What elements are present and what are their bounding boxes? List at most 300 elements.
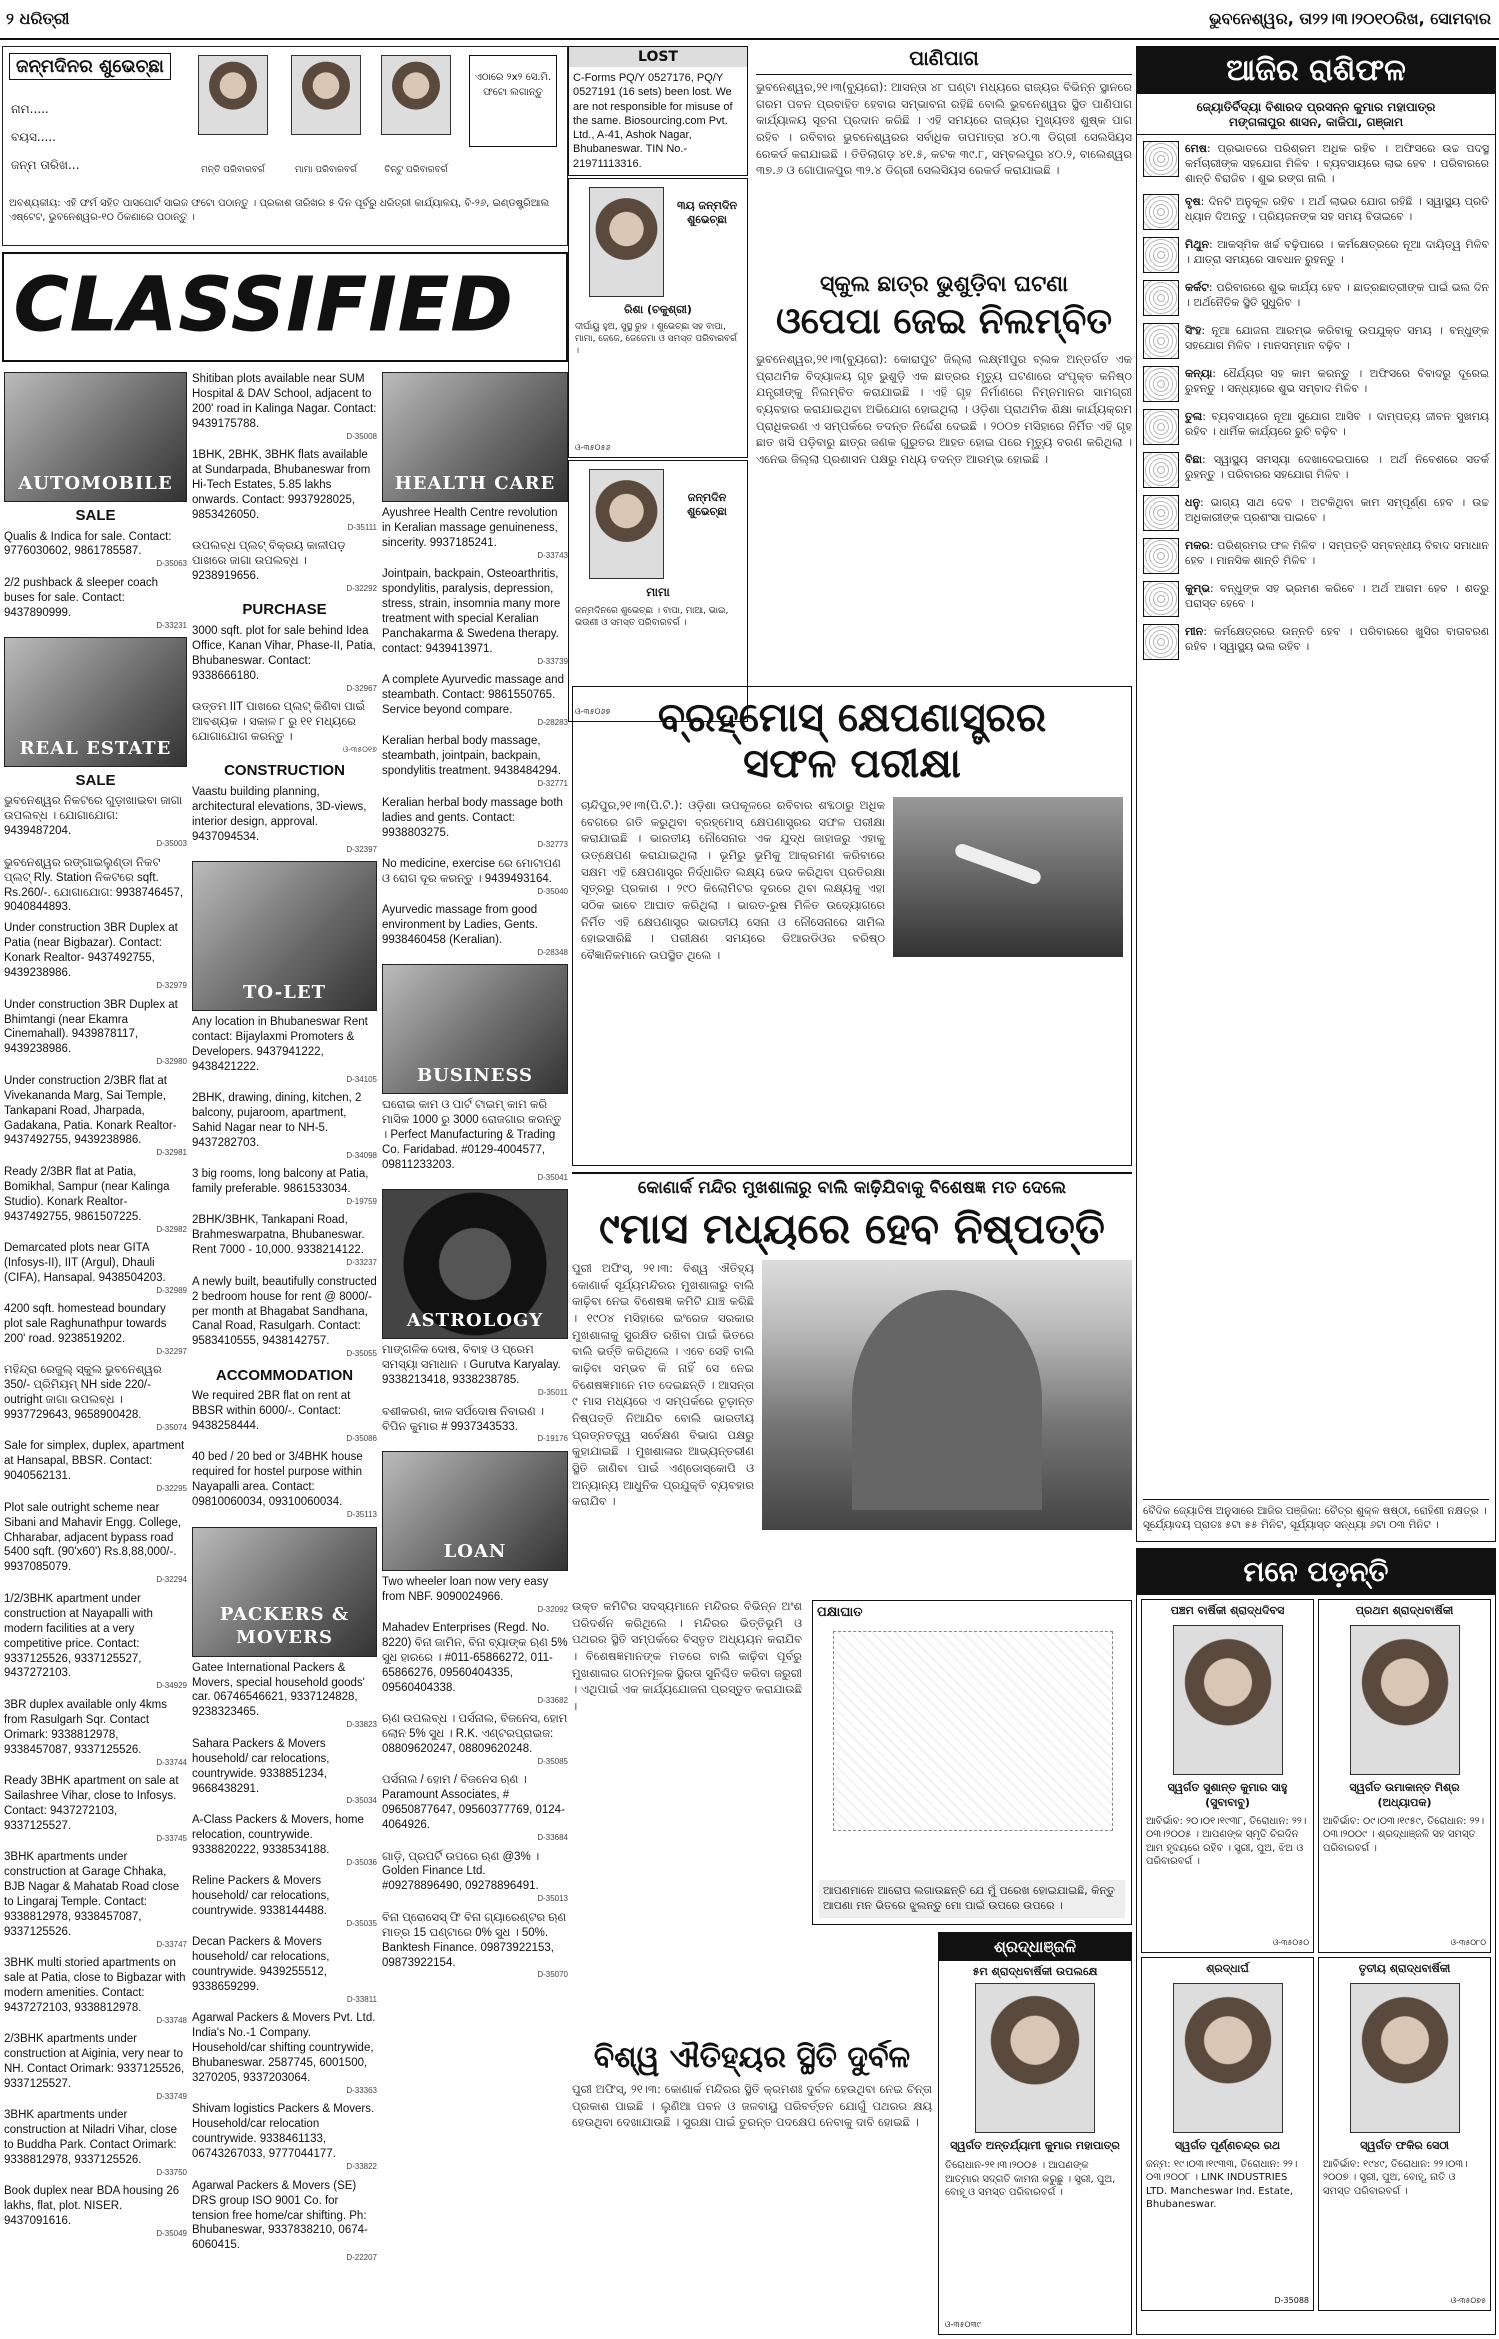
classified-ad-text: 2/2 pushback & sleeper coach buses for sale. Contact: 9437890999. — [4, 576, 159, 619]
cartoon-title: ପକ୍ଷାଘାତ — [817, 1605, 863, 1620]
classified-ad-code: D-35055 — [346, 1349, 377, 1359]
tribute-name: ସ୍ୱର୍ଗତ ଅନ୍ତର୍ଯ୍ୟାମୀ କୁମାର ମହାପାତ୍ର — [950, 2139, 1120, 2152]
classified-ad — [192, 1737, 377, 1807]
classified-ad-code: D-33749 — [156, 2091, 187, 2101]
weather-text: ଭୁବନେଶ୍ୱର,୨୧।୩(ବ୍ୟୁରୋ): ଆସନ୍ତା ୪୮ ଘଣ୍ଟା ମଧ୍ୟରେ ରାଜ୍ୟର ବିଭିନ୍ନ ସ୍ଥାନରେ ଗରମ ପବନ ପ୍ରବାହିତ ହେବାର ସମ୍ଭାବନା ରହିଛି ବୋଲି ଭୁବନେଶ୍ୱର ସ୍ଥିତ ପାଣିପାଗ କାର୍ଯ୍ୟାଳୟ ସୂଚନା ପ୍ରଦାନ କରିଛି । ଏହି ସମୟରେ ରାଜ୍ୟର ମୁଖ୍ୟତଃ ଶୁଷ୍କ ପାଗ ରହିବ । ରବିବାର ଭୁବନେଶ୍ୱରର ସର୍ବାଧିକ ତାପମାତ୍ରା ୪୦.୩ ଡିଗ୍ରୀ ସେଲସିୟସ ରେକର୍ଡ କରାଯାଇଛି । ତିତିଲାଗଡ଼ ୪୧.୫, କଟକ ୩୯.୮, ସମ୍ବଲପୁର ୪୦.୨, ବାଲେଶ୍ୱର ୩୭.୬ ଓ ଗୋପାଳପୁର ୩୨.୪ ଡିଗ୍ରୀ ସେଲସିୟସ ରେକର୍ଡ କରାଯାଇଛି । — [756, 80, 1132, 178]
kid-caption: ମନ୍ତି ପରିବାରବର୍ଗ — [201, 165, 265, 175]
classified-ad-text: ପର୍ସନାଲ / ହୋମ / ବିଜନେସ ଋଣ । Paramount Associates, # 09650877647, 09560377769, 0124-4064926. — [382, 1774, 565, 1832]
birthday-tag: ଜନ୍ମଦିନ ଶୁଭେଚ୍ଛା — [687, 491, 727, 518]
classified-ad-text: Vaastu building planning, architectural elevations, 3D-views, interior design, approval. 9437094534. — [192, 785, 367, 843]
horoscope-sign-body: ମୀନ: କର୍ମକ୍ଷେତ୍ରରେ ଉନ୍ନତି ହେବ । ପରିବାରରେ ଖୁସିର ବାତାବରଣ ରହିବ । ସ୍ୱାସ୍ଥ୍ୟ ଭଲ ରହିବ । — [1185, 624, 1490, 653]
classified-ad-code: D-33823 — [346, 1720, 377, 1730]
classified-ad-text: 3BHK apartments under construction at Garage Chhaka, BJB Nagar & Mahatab Road close to Lingaraj Temple. Contact: 9338812978, 9338457087, 9337125526. — [4, 1851, 180, 1938]
remembrance-photo — [1173, 1625, 1283, 1775]
sign-name: କୁମ୍ଭ — [1185, 581, 1211, 595]
classified-ad-text: Shitiban plots available near SUM Hospital & DAV School, adjacent to 200' road in Kalinga Nagar. Contact: 9439175788. — [192, 373, 377, 430]
sign-name: ତୁଳା — [1185, 409, 1203, 423]
classified-ad-code: D-28283 — [537, 718, 568, 728]
loan-category-image: LOAN — [382, 1451, 568, 1571]
sign-name: କନ୍ୟା — [1185, 366, 1213, 380]
construction-heading: CONSTRUCTION — [224, 762, 345, 780]
classified-ad-text: 3BHK multi storied apartments on sale at Patia, close to Bigbazar with modern amenities. Contact: 9437272103, 9338812978. — [4, 1957, 186, 2014]
classified-ad — [4, 1501, 187, 1586]
deceased-photo — [975, 1983, 1095, 2133]
classified-ad-text: Mahadev Enterprises (Regd. No. 8220) ବିନା ଜାମିନ, ବିନା ବ୍ୟାଙ୍କ ଋଣ 5% ସୁଧ ହାରରେ । #011-65866272, 011-65866276, 09560404335, 09560404338. — [382, 1622, 568, 1694]
remembrance-card — [1318, 1599, 1491, 1953]
classified-ad-code: D-33743 — [537, 550, 568, 560]
classified-ad — [192, 1015, 377, 1085]
horoscope-section — [1136, 46, 1496, 1542]
classified-ad — [382, 734, 568, 789]
classified-ad-text: Demarcated plots near GITA (Infosys-II), IIT (Argul), Dhauli (CIFA), Hansapal. 9438504203. — [4, 1241, 166, 1284]
tribute-subheading: ୫ମ ଶ୍ରାଦ୍ଧବାର୍ଷିକୀ ଉପଲକ୍ଷେ — [972, 1965, 1098, 1978]
child-photo — [589, 469, 664, 579]
school-subheading: ସ୍କୁଲ ଛାତ୍ର ଭୁଶୁଡ଼ିବା ଘଟଣା — [820, 272, 1068, 297]
classified-ad-text: Agarwal Packers & Movers Pvt. Ltd. India's No.-1 Company. Household/car shifting countrywide, Bhubaneswar. 2587745, 6001500, 3270205, 9337203064. — [192, 2012, 376, 2085]
page-date: ଭୁବନେଶ୍ୱର, ତା୨୨।୩।୨୦୧୦ରିଖ, ସୋମବାର — [1209, 9, 1491, 28]
classified-ad-text: Two wheeler loan now very easy from NBF. 9090024966. — [382, 1575, 549, 1603]
classified-ad — [382, 1850, 568, 1905]
classified-ad — [192, 624, 377, 694]
konark-subheading: କୋଣାର୍କ ମନ୍ଦିର ମୁଖଶାଳାରୁ ବାଲି କାଢ଼ିଯିବାକୁ ବିଶେଷଜ୍ଞ ମତ ଦେଲେ — [572, 1172, 1132, 1198]
classified-ad-code: D-32981 — [156, 1148, 187, 1158]
classified-ad-text: ଗାଡ଼ି, ପ୍ରପର୍ଟି ଉପରେ ଋଣ @3% । Golden Finance Ltd. #09278896490, 09278896491. — [382, 1850, 540, 1893]
sign-text: ପରିଶ୍ରମର ଫଳ ମିଳିବ । ସମ୍ପତ୍ତି ସମ୍ବନ୍ଧୀୟ ବିବାଦ ସମାଧାନ ହେବ । ମାନସିକ ଶାନ୍ତି ମିଳିବ । — [1185, 538, 1489, 567]
classified-ad-text: ଋଣ ଉପଲବ୍ଧ । ପର୍ସନାଲ, ବିଜନେସ, ହୋମ ଲୋନ 5% ସୁଧ । R.K. ଏଣ୍ଟରପ୍ରାଇଜ: 08809620247, 08809620248. — [382, 1713, 568, 1756]
classified-ad-code: D-32294 — [156, 1575, 187, 1585]
tribute-ad — [938, 1932, 1132, 2335]
sign-name: ମକର — [1185, 538, 1210, 552]
classified-ad-code: D-35013 — [537, 1894, 568, 1904]
classified-ad — [382, 1773, 568, 1843]
classified-ad — [4, 576, 187, 631]
remembrance-name: ସ୍ୱର୍ଗତ ସୁଶାନ୍ତ କୁମାର ସାହୁ (ସୁବାବାବୁ) — [1167, 1780, 1288, 1809]
to-let-category-image: TO-LET — [192, 861, 377, 1011]
horoscope-sign — [1143, 194, 1489, 230]
classified-column-1 — [4, 372, 187, 2332]
temple-shape — [852, 1290, 1042, 1510]
sign-text: ସ୍ୱାସ୍ଥ୍ୟ ସମସ୍ୟା ଦେଖାଦେଇପାରେ । ଅର୍ଥ ନିବେଶରେ ସତର୍କ ରୁହନ୍ତୁ । ପରିବାରର ସହଯୋଗ ମିଳିବ । — [1185, 452, 1489, 481]
classified-ad-text: Keralian herbal body massage both ladies and gents. Contact: 9938803275. — [382, 796, 563, 839]
classified-ad-text: ଭୁବନେଶ୍ୱର ନିକଟରେ ଗୁଡ଼ାଖାଇବା ଜାଗା ଉପଲବ୍ଧ । ଯୋଗାଯୋଗ: 9439487204. — [4, 795, 183, 838]
classified-ad-code: ଓ-୩୫୦୧୭ — [342, 744, 377, 754]
sign-text: ନୂଆ ଯୋଜନା ଆରମ୍ଭ କରିବାକୁ ଉପଯୁକ୍ତ ସମୟ । ବନ୍ଧୁଙ୍କ ସହଯୋଗ ମିଳିବ । ମାନସମ୍ମାନ ବଢ଼ିବ । — [1185, 323, 1490, 352]
sign-text: ଆକସ୍ମିକ ଖର୍ଚ୍ଚ ବଢ଼ିପାରେ । କର୍ମକ୍ଷେତ୍ରରେ ନୂଆ ଦାୟିତ୍ୱ ମିଳିବ । ଯାତ୍ରା ସମୟରେ ସାବଧାନ ରୁହନ୍ତୁ । — [1185, 237, 1490, 266]
business-category-image: BUSINESS — [382, 964, 568, 1094]
classified-ad — [192, 700, 377, 755]
classified-ad — [4, 2108, 187, 2178]
horoscope-title: ଆଜିର ରାଶିଫଳ — [1137, 47, 1495, 94]
remembrance-text: ଆବିର୍ଭାବ: ୧୯୪୯, ତିରୋଧାନ: ୨୨।୦୩।୨୦୦୭ । ସ୍ତ୍ରୀ, ପୁଅ, ବୋହୂ, ନାତି ଓ ସମସ୍ତ ପରିବାରବର୍ଗ । — [1323, 2158, 1468, 2197]
classified-ad-code: D-35063 — [156, 559, 187, 569]
horoscope-sign — [1143, 237, 1489, 273]
horoscope-sign — [1143, 581, 1489, 617]
sign-name: ମେଷ — [1185, 142, 1207, 155]
classified-ad-text: A complete Ayurvedic massage and steambath. Contact: 9861550765. Service beyond compare. — [382, 674, 564, 717]
ad-code: ଓ-୩୫୦୫୬ — [575, 443, 611, 452]
sign-text: ବ୍ୟବସାୟରେ ନୂଆ ସୁଯୋଗ ଆସିବ । ଦାମ୍ପତ୍ୟ ଜୀବନ ସୁଖମୟ ରହିବ । ଧାର୍ମିକ କାର୍ଯ୍ୟରେ ରୁଚି ବଢ଼ିବ । — [1185, 409, 1490, 438]
classified-ad-code: D-34929 — [156, 1681, 187, 1691]
classified-ad-text: Sale for simplex, duplex, apartment at Hansapal, BBSR. Contact: 9040562131. — [4, 1440, 185, 1483]
zodiac-icon — [1143, 280, 1179, 316]
horoscope-sign-body: ମିଥୁନ: ଆକସ୍ମିକ ଖର୍ଚ୍ଚ ବଢ଼ିପାରେ । କର୍ମକ୍ଷେତ୍ରରେ ନୂଆ ଦାୟିତ୍ୱ ମିଳିବ । ଯାତ୍ରା ସମୟରେ ସାବଧାନ ରୁହନ୍ତୁ । — [1185, 237, 1490, 266]
classified-ad-code: D-35113 — [346, 1510, 377, 1520]
classified-ad-code: D-33750 — [156, 2168, 187, 2178]
classified-ad — [192, 1661, 377, 1731]
classified-ad — [382, 673, 568, 728]
classified-ad — [4, 1165, 187, 1235]
classified-ad-code: D-28348 — [537, 947, 568, 957]
classified-column-2 — [192, 372, 377, 2332]
birthday-ad — [568, 460, 748, 722]
horoscope-sign — [1143, 624, 1489, 660]
classified-ad — [192, 539, 377, 594]
horoscope-place: ମଙ୍ଗଳାପୁର ଶାସନ, କାଜିପା, ଗଞ୍ଜାମ — [1137, 115, 1495, 135]
classified-ad — [4, 530, 187, 570]
sign-text: ଧୈର୍ଯ୍ୟର ସହ କାମ କରନ୍ତୁ । ଅଫିସରେ ବିବାଦରୁ ଦୂରେଇ ରୁହନ୍ତୁ । ସନ୍ଧ୍ୟାରେ ଶୁଭ ସମ୍ବାଦ ମିଳିବ । — [1185, 366, 1489, 395]
heritage-article — [572, 2040, 932, 2335]
classified-ad — [192, 2011, 377, 2096]
remembrance-name: ସ୍ୱର୍ଗତ ଉମାକାନ୍ତ ମିଶ୍ର (ଅଧ୍ୟାପକ) — [1349, 1780, 1460, 1809]
classified-ad-text: Under construction 3BR Duplex at Patia (near Bigbazar). Contact: Konark Realtor- 9437492755, 9439238986. — [4, 922, 178, 980]
classified-ad-code: D-33237 — [346, 1258, 377, 1268]
classified-ad-text: Ayurvedic massage from good environment by Ladies, Gents. 9938460458 (Keralian). — [382, 904, 538, 946]
photo-placeholder: ଏଠାରେ ୨x୨ ସେ.ମି. ଫଟୋ ଲଗାନ୍ତୁ — [469, 55, 557, 147]
classified-ad-text: 40 bed / 20 bed or 3/4BHK house required for hostel purpose within Nayapalli area. Contact: 09810060034, 09310060034. — [192, 1451, 363, 1509]
zodiac-icon — [1143, 409, 1179, 445]
classified-ad-text: Any location in Bhubaneswar Rent contact: Bijaylaxmi Promoters & Developers. 9437941222, 9438421222. — [192, 1015, 368, 1073]
classified-ad — [192, 372, 377, 442]
classified-ad-text: Reline Packers & Movers household/ car relocations, countrywide. 9338144488. — [192, 1875, 330, 1917]
remembrance-name: ସ୍ୱର୍ଗତ ପୂର୍ଣ୍ଣଚନ୍ଦ୍ର ରଥ — [1174, 2138, 1281, 2152]
classified-ad-code: D-33231 — [156, 620, 187, 630]
classified-ad — [192, 1091, 377, 1161]
remembrance-photo — [1173, 1983, 1283, 2133]
packers-movers-category-image: PACKERS & MOVERS — [192, 1527, 377, 1657]
real-estate-category-image: REAL ESTATE — [4, 637, 187, 767]
sign-name: ମିଥୁନ — [1185, 237, 1210, 251]
horoscope-sign — [1143, 538, 1489, 574]
tribute-heading: ଶ୍ରଦ୍ଧାଞ୍ଜଳି — [939, 1933, 1131, 1961]
classified-ad-code: D-35086 — [346, 1434, 377, 1444]
child-name: ରିଶା (ଚକୁଶ୍ରୀ) — [624, 303, 692, 316]
missile-headline-line2: ସଫଳ ପରୀକ୍ଷା — [743, 741, 961, 787]
missile-photo — [893, 797, 1123, 957]
sign-text: ଦିନଟି ଅନୁକୂଳ ରହିବ । ଅର୍ଥ ଲାଭର ଯୋଗ ରହିଛି । ସ୍ୱାସ୍ଥ୍ୟ ପ୍ରତି ଧ୍ୟାନ ଦିଅନ୍ତୁ । ପ୍ରିୟଜନଙ୍କ ସହ ସମୟ ବିତାଇବେ । — [1185, 194, 1489, 223]
classified-ad-text: Under construction 2/3BR flat at Vivekananda Marg, Sai Temple, Tankapani Road, Jharpada, Gadakana, Patia. Konark Realtor- 9437492755, 9439238986. — [4, 1074, 177, 1147]
remembrance-name: ସ୍ୱର୍ଗତ ଫକିର ସେଠୀ — [1360, 2138, 1449, 2152]
child-name: ମାମା — [646, 585, 670, 599]
classified-ad-text: Shivam logistics Packers & Movers. Household/car relocation countrywide. 9338461133, 06743267033, 9777044177. — [192, 2103, 375, 2161]
classified-ad-code: D-35085 — [537, 1757, 568, 1766]
classified-ad — [4, 1074, 187, 1159]
classified-ad-text: Book duplex near BDA housing 26 lakhs, flat, plot. NISER. 9437091616. — [4, 2185, 180, 2228]
horoscope-sign — [1143, 366, 1489, 402]
heritage-headline: ବିଶ୍ୱ ଐତିହ୍ୟର ସ୍ଥିତି ଦୁର୍ବଳ — [593, 2040, 911, 2075]
classified-ad-code: D-35003 — [156, 839, 187, 849]
ad-code: ଓ-୩୫୦୮୦ — [1450, 1938, 1486, 1948]
horoscope-sign-body: ବିଛା: ସ୍ୱାସ୍ଥ୍ୟ ସମସ୍ୟା ଦେଖାଦେଇପାରେ । ଅର୍ଥ ନିବେଶରେ ସତର୍କ ରୁହନ୍ତୁ । ପରିବାରର ସହଯୋଗ ମିଳିବ । — [1185, 452, 1489, 481]
school-article — [756, 272, 1132, 678]
classified-ad-code: D-32982 — [156, 1224, 187, 1234]
classified-ad-text: Decan Packers & Movers household/ car relocations, countrywide. 9439255512, 9338659299. — [192, 1936, 330, 1994]
missile-shape — [953, 842, 1042, 886]
sign-name: ସିଂହ — [1185, 323, 1202, 337]
sign-name: ବୃଷ — [1185, 194, 1201, 208]
remembrance-grid — [1137, 1595, 1495, 2315]
classified-ad — [382, 1575, 568, 1615]
classified-ad-code: D-32773 — [537, 840, 568, 850]
classified-ad-text: A newly built, beautifully constructed 2 bedroom house for rent @ 8000/- per month at Bhagabat Sandhana, Canal Road, Rasulgarh. Contact: 9583410555, 9438142757. — [192, 1275, 377, 1348]
school-text: ଭୁବନେଶ୍ୱର,୨୧।୩(ବ୍ୟୁରୋ): କୋରାପୁଟ ଜିଲ୍ଲା ଲକ୍ଷ୍ମୀପୁର ବ୍ଲକ ଅନ୍ତର୍ଗତ ଏକ ପ୍ରାଥମିକ ବିଦ୍ୟାଳୟ ଗୃହ ଭୁଶୁଡ଼ି ଏକ ଛାତ୍ରର ମୃତ୍ୟୁ ଘଟଣାରେ ସଂପୃକ୍ତ କନିଷ୍ଠ ଯନ୍ତ୍ରୀଙ୍କୁ ନିଲମ୍ବିତ କରାଯାଇଛି । ଏହି ଗୃହ ନିର୍ମାଣରେ ନିମ୍ନମାନର ସାମଗ୍ରୀ ବ୍ୟବହାର କରାଯାଇଥିବା ଅଭିଯୋଗ ହୋଇଥିଲା । ଓଡ଼ିଶା ପ୍ରାଥମିକ ଶିକ୍ଷା କାର୍ଯ୍ୟକ୍ରମ ପ୍ରାଧିକରଣ ଏ ସମ୍ପର୍କରେ ତଦନ୍ତ ନିର୍ଦ୍ଦେଶ ଦେଇଛି । ୨୦୦୭ ମସିହାରେ ନିର୍ମିତ ଏହି ଗୃହ ଛାତ ଖସି ପଡ଼ିବାରୁ ଛାତ୍ର ଜଣକ ଗୁରୁତର ଆହତ ହୋଇ ପରେ ମୃତ୍ୟୁ ବରଣ କରିଥିଲା । ଏନେଇ ଜିଲ୍ଲା ପ୍ରଶାସନ ପକ୍ଷରୁ ମଧ୍ୟ ତଦନ୍ତ ଆରମ୍ଭ ହୋଇଛି । — [756, 352, 1132, 467]
horoscope-signs — [1137, 141, 1495, 660]
classified-ad-code: D-32292 — [346, 584, 377, 594]
classified-ad — [382, 796, 568, 851]
classified-ad — [192, 1935, 377, 2005]
automobile-category-image: AUTOMOBILE — [4, 372, 187, 502]
sign-text: ପ୍ରଭାତରେ ପରିଶ୍ରମ ଅଧିକ ରହିବ । ଅଫିସରେ ଉଚ୍ଚ ପଦସ୍ଥ କର୍ମଚାରୀଙ୍କ ସହଯୋଗ ମିଳିବ । ବ୍ୟବସାୟରେ ଲାଭ ହେବ । ପରିବାରରେ ଶାନ୍ତି ବିରାଜିବ । ଶୁଭ ରଙ୍ଗ ନାଲି । — [1185, 142, 1490, 186]
horoscope-sign — [1143, 409, 1489, 445]
classified-ad — [4, 856, 187, 916]
classified-ad — [4, 1956, 187, 2026]
classified-ad-text: We required 2BR flat on rent at BBSR within 6000/-. Contact: 9438258444. — [192, 1390, 351, 1433]
konark-text: ପୁରୀ ଅଫିସ୍, ୨୧।୩: ବିଶ୍ୱ ଐତିହ୍ୟ କୋଣାର୍କ ସୂର୍ଯ୍ୟମନ୍ଦିରର ମୁଖଶାଳାରୁ ବାଲି କାଢ଼ିବା ନେଇ ବିଶେଷଜ୍ଞ କମିଟି ଯାଞ୍ଚ କରିଛି । ୧୯୦୪ ମସିହାରେ ଇଂରେଜ ସରକାର ମୁଖଶାଳାକୁ ସୁରକ୍ଷିତ ରଖିବା ପାଇଁ ଭିତରେ ବାଲି ଭର୍ତ୍ତି କରିଥିଲେ । ଏବେ ସେହି ବାଲି କାଢ଼ିବା ସମ୍ଭବ କି ନାହିଁ ସେ ନେଇ ବିଶେଷଜ୍ଞମାନେ ମତ ଦେଇଛନ୍ତି । ଆସନ୍ତା ୯ ମାସ ମଧ୍ୟରେ ଏ ସମ୍ପର୍କରେ ଚୂଡ଼ାନ୍ତ ନିଷ୍ପତ୍ତି ନିଆଯିବ ବୋଲି ଭାରତୀୟ ପ୍ରତ୍ନତତ୍ତ୍ୱ ସର୍ବେକ୍ଷଣ ବିଭାଗ ପକ୍ଷରୁ କୁହାଯାଇଛି । ମୁଖଶାଳାର ଆଭ୍ୟନ୍ତରୀଣ ସ୍ଥିତି ଜାଣିବା ପାଇଁ ଏଣ୍ଡୋସ୍କୋପି ଓ ଅନ୍ୟାନ୍ୟ ଆଧୁନିକ ପ୍ରଯୁକ୍ତି ବ୍ୟବହାର କରାଯିବ । — [572, 1261, 754, 1509]
sign-name: ମୀନ — [1185, 624, 1204, 638]
classified-ad-code: D-34098 — [346, 1150, 377, 1160]
classified-ad — [382, 1621, 568, 1706]
classified-ad-text: Under construction 3BR Duplex at Bhimtangi (near Ekamra Cinemahall). 9439878117, 9439238986. — [4, 998, 178, 1056]
sign-text: ଭାଗ୍ୟ ସାଥ ଦେବ । ଅଟକିଥିବା କାମ ସମ୍ପୂର୍ଣ୍ଣ ହେବ । ଉଚ୍ଚ ଅଧିକାରୀଙ୍କ ପ୍ରଶଂସା ପାଇବେ । — [1185, 495, 1490, 524]
classified-ad — [192, 785, 377, 855]
classified-banner — [2, 252, 568, 362]
classified-ad — [382, 1405, 568, 1445]
classified-ad-code: D-35035 — [346, 1918, 377, 1928]
horoscope-sign — [1143, 452, 1489, 488]
remembrance-text: ଜନ୍ମ: ୧୯।୦୩।୧୯୩୩, ତିରୋଧାନ: ୨୨।୦୩।୨୦୦୮ । LINK INDUSTRIES LTD. Mancheswar Ind. Estate, Bhubaneswar. — [1146, 2158, 1298, 2211]
classified-ad-code: D-33682 — [537, 1695, 568, 1705]
classified-ad-text: ଘରୋଇ କାମ ଓ ପାର୍ଟ ଟାଇମ୍ କାମ କରି ମାସିକ 1000 ରୁ 3000 ରୋଜଗାର କରନ୍ତୁ । Perfect Manufacturing & Trading Co. Faridabad. #0129-4004577, 09811233203. — [382, 1099, 562, 1172]
classified-ad-text: Ready 3BHK apartment on sale at Sailashree Vihar, close to Infosys. Contact: 9437272103, 9337125527. — [4, 1774, 179, 1832]
classified-ad-code: D-35040 — [537, 886, 568, 896]
horoscope-sign-body: ତୁଳା: ବ୍ୟବସାୟରେ ନୂଆ ସୁଯୋଗ ଆସିବ । ଦାମ୍ପତ୍ୟ ଜୀବନ ସୁଖମୟ ରହିବ । ଧାର୍ମିକ କାର୍ଯ୍ୟରେ ରୁଚି ବଢ଼ିବ । — [1185, 409, 1490, 438]
classified-ad-code: D-32771 — [537, 779, 568, 789]
remembrance-photo — [1350, 1625, 1460, 1775]
horoscope-sign-body: ମକର: ପରିଶ୍ରମର ଫଳ ମିଳିବ । ସମ୍ପତ୍ତି ସମ୍ବନ୍ଧୀୟ ବିବାଦ ସମାଧାନ ହେବ । ମାନସିକ ଶାନ୍ତି ମିଳିବ । — [1185, 538, 1489, 567]
classified-ad-code: D-32397 — [346, 844, 377, 854]
classified-ad-code: D-32967 — [346, 683, 377, 693]
classified-ad — [4, 2032, 187, 2102]
classified-column-3 — [382, 372, 568, 2332]
classified-ad-code: D-35034 — [346, 1796, 377, 1806]
classified-ad — [192, 448, 377, 533]
classified-ad-code: D-33822 — [346, 2162, 377, 2172]
classified-ad-text: ବଶୀକରଣ, କାଳ ସର୍ପଦୋଷ ନିବାରଣ । ବିପିନ କୁମାର # 9937343533. — [382, 1405, 545, 1433]
kid-caption: ଚିନ୍ଟୁ ପରିବାରବର୍ଗ — [384, 165, 448, 175]
classified-ad-text: 2BHK/3BHK, Tankapani Road, Brahmeswarpatna, Bhubaneswar. Rent 7000 - 10,000. 9338214122. — [192, 1214, 365, 1257]
horoscope-footer: ବୈଦିକ ଜ୍ୟୋତିଷ ଅନୁସାରେ ଆଜିର ପଞ୍ଜିକା: ଚୈତ୍ର ଶୁକ୍ଳ ଷଷ୍ଠୀ, ରୋହିଣୀ ନକ୍ଷତ୍ର । ସୂର୍ଯ୍ୟୋଦୟ ପ୍ରାତଃ ୫ଟା ୫୫ ମିନିଟ, ସୂର୍ଯ୍ୟାସ୍ତ ସନ୍ଧ୍ୟା ୬ଟା ୦୩ ମିନିଟ । — [1143, 1499, 1489, 1533]
classified-ad-code: D-32989 — [156, 1285, 187, 1295]
classified-ad-code: D-33739 — [537, 656, 568, 666]
horoscope-author: ଜ୍ୟୋତିର୍ବିଦ୍ୟା ବିଶାରଦ ପ୍ରସନ୍ନ କୁମାର ମହାପାତ୍ର — [1196, 100, 1436, 114]
classified-ad-code: D-19176 — [537, 1434, 568, 1444]
classified-ad — [382, 1911, 568, 1981]
missile-article — [572, 686, 1132, 1166]
classified-ad-code: D-32980 — [156, 1057, 187, 1067]
classified-ad — [4, 1241, 187, 1296]
horoscope-sign-body: ମେଷ: ପ୍ରଭାତରେ ପରିଶ୍ରମ ଅଧିକ ରହିବ । ଅଫିସରେ ଉଚ୍ଚ ପଦସ୍ଥ କର୍ମଚାରୀଙ୍କ ସହଯୋଗ ମିଳିବ । ବ୍ୟବସାୟରେ ଲାଭ ହେବ । ପରିବାରରେ ଶାନ୍ତି ବିରାଜିବ । ଶୁଭ ରଙ୍ଗ ନାଲି । — [1185, 142, 1490, 186]
cartoon — [812, 1600, 1132, 1925]
birthday-form-title: ଜନ୍ମଦିନର ଶୁଭେଚ୍ଛା — [9, 53, 171, 80]
zodiac-icon — [1143, 366, 1179, 402]
classified-ad-code: D-32297 — [156, 1346, 187, 1356]
horoscope-sign — [1143, 141, 1489, 187]
sign-text: ବନ୍ଧୁଙ୍କ ସହ ଭ୍ରମଣ କରିବେ । ଅର୍ଥ ଆଗମ ହେବ । ଶତ୍ରୁ ପରାସ୍ତ ହେବେ । — [1185, 581, 1490, 610]
remembrance-tag: ପ୍ରଥମ ଶ୍ରାଦ୍ଧବାର୍ଷିକୀ — [1355, 1604, 1454, 1617]
field-age[interactable]: ବୟସ..... — [11, 130, 56, 144]
classified-ad-text: ବିନା ପ୍ରୋସେସ୍ ଫି ବିନା ଗ୍ୟାରେଣ୍ଟର ଋଣ ମାତ୍ର 15 ଘଣ୍ଟାରେ 0% ସୁଧ । 50%. Banktesh Finance. 09873922153, 09873922154. — [382, 1911, 567, 1969]
school-headline: ଓପେପା ଜେଇ ନିଲମ୍ବିତ — [775, 301, 1113, 342]
classified-ad-text: ମହିନ୍ଦ୍ରା ରେଜୁଲ୍ ସ୍କୁଲ ଭୁବନେଶ୍ୱର 350/- ପ୍ରିମିୟମ୍ NH side 220/- outright ଜାଗା ଉପଲବ୍ଧ । 9937729643, 9658900428. — [4, 1364, 162, 1422]
sale-heading: SALE — [75, 771, 116, 789]
remembrance-card — [1318, 1957, 1491, 2311]
classified-ad-text: 2/3BHK apartments under construction at Aiginia, very near to NH. Contact Orimark: 9337125526, 9337125527. — [4, 2033, 185, 2091]
zodiac-icon — [1143, 624, 1179, 660]
classified-ad-code: D-34105 — [346, 1074, 377, 1084]
zodiac-icon — [1143, 452, 1179, 488]
cartoon-drawing — [833, 1631, 1113, 1831]
classified-ad-code: D-33363 — [346, 2086, 377, 2096]
classified-ad-text: Sahara Packers & Movers household/ car relocations, countrywide. 9338851234, 9668438291. — [192, 1737, 330, 1795]
konark-headline: ୯ମାସ ମଧ୍ୟରେ ହେବ ନିଷ୍ପତ୍ତି — [599, 1204, 1105, 1253]
horoscope-sign — [1143, 280, 1489, 316]
classified-ad-code: D-35049 — [156, 2229, 187, 2239]
classified-ad — [4, 1774, 187, 1844]
weather-article — [756, 46, 1132, 266]
sale-heading: SALE — [75, 507, 116, 524]
classified-ad-text: Qualis & Indica for sale. Contact: 9776030602, 9861785587. — [4, 530, 172, 558]
classified-ad-code: D-35008 — [346, 431, 377, 441]
remembrance-card — [1141, 1599, 1314, 1953]
classified-ad-code: D-35070 — [537, 1970, 568, 1980]
remembrance-photo — [1350, 1983, 1460, 2133]
classified-ad — [4, 1592, 187, 1692]
horoscope-sign-body: ସିଂହ: ନୂଆ ଯୋଜନା ଆରମ୍ଭ କରିବାକୁ ଉପଯୁକ୍ତ ସମୟ । ବନ୍ଧୁଙ୍କ ସହଯୋଗ ମିଳିବ । ମାନସମ୍ମାନ ବଢ଼ିବ । — [1185, 323, 1490, 352]
classified-ad — [192, 1389, 377, 1444]
classified-ad-code: D-33745 — [156, 1833, 187, 1843]
classified-ad — [192, 1167, 377, 1207]
zodiac-icon — [1143, 237, 1179, 273]
birthday-ad — [568, 178, 748, 458]
classified-ad — [4, 794, 187, 849]
classified-ad — [192, 2102, 377, 2172]
classified-ad — [4, 1363, 187, 1433]
page-header — [0, 0, 1499, 40]
kid-photo — [381, 55, 451, 135]
classified-ad-text: 2BHK, drawing, dining, kitchen, 2 balcony, pujaroom, apartment, Sahid Nagar near to NH-5. 9437282703. — [192, 1092, 362, 1149]
classified-ad — [382, 857, 568, 897]
classified-ad — [382, 903, 568, 958]
classified-ad-text: Agarwal Packers & Movers (SE) DRS group ISO 9001 Co. for tension free home/car shifting. Ph: Bhubaneswar, 9337838210, 0674-6060415. — [192, 2179, 368, 2252]
classified-ad-code: D-33748 — [156, 2015, 187, 2025]
page-number: ୨ ଧରିତ୍ରୀ — [6, 9, 70, 28]
remembrance-title: ମନେ ପଡ଼ନ୍ତି — [1137, 1549, 1495, 1595]
kid-photo — [291, 55, 361, 135]
classified-ad-text: 1/2/3BHK apartment under construction at Nayapalli with modern facilities at a very competitive price. Contact: 9337125526, 9337125527, 9437272103. — [4, 1592, 153, 1680]
lost-text: C-Forms PQ/Y 0527176, PQ/Y 0527191 (16 sets) been lost. We are not responsible for misuse of the same. Biosourcing.com Pvt. Ltd., A-41, Ashok Nagar, Bhubaneswar. TIN No.- 21971113316. — [573, 72, 733, 170]
classified-ad — [192, 2179, 377, 2264]
child-photo — [589, 187, 664, 297]
zodiac-icon — [1143, 495, 1179, 531]
birthday-form-note: ଅବଶ୍ୟକୀୟ: ଏହି ଫର୍ମ ସହିତ ପାସପୋର୍ଟ ସାଇଜ ଫଟୋ ପଠାନ୍ତୁ । ପ୍ରକାଶ ତାରିଖର ୫ ଦିନ ପୂର୍ବରୁ ଧରିତ୍ରୀ କାର୍ଯ୍ୟାଳୟ, ବି-୨୬, ଇଣ୍ଡଷ୍ଟ୍ରିଆଲ ଏଷ୍ଟେଟ, ଭୁବନେଶ୍ୱର-୧୦ ଠିକଣାରେ ପଠାନ୍ତୁ । — [9, 198, 550, 223]
sign-name: କର୍କଟ — [1185, 280, 1209, 294]
remembrance-tag: ତୃତୀୟ ଶ୍ରାଦ୍ଧବାର୍ଷିକୀ — [1358, 1962, 1451, 1975]
sign-name: ଧନୁ — [1185, 495, 1201, 509]
classified-ad — [4, 2184, 187, 2239]
classified-ad-text: 3BHK apartments under construction at Niladri Vihar, close to Buddha Park. Contact Orimark: 9338812978, 9337125526. — [4, 2109, 178, 2167]
ad-code: D-35088 — [1274, 2296, 1309, 2306]
remembrance-text: ଆବିର୍ଭାବ: ୨୦।୦୧।୧୯୩୮, ତିରୋଧାନ: ୨୨।୦୩।୨୦୦୫ । ଆପଣଙ୍କ ସ୍ମୃତି ଚିରଦିନ ଆମ ହୃଦୟରେ ରହିବ । ସ୍ତ୍ରୀ, ପୁଅ, ଝିଅ ଓ ପରିବାରବର୍ଗ । — [1146, 1815, 1307, 1868]
classified-ad-text: ଭୁବନେଶ୍ୱର ରଙ୍ଗାଇଲୁଣ୍ଡା ନିକଟ ପ୍ଲଟ୍ Rly. Station ନିକଟରେ sqft. Rs.260/-. ଯୋଗାଯୋଗ: 9938746457, 9040844893. — [4, 856, 184, 914]
classified-ad — [4, 1698, 187, 1768]
classified-ad — [4, 998, 187, 1068]
classified-ad-code: D-32092 — [537, 1604, 568, 1614]
classified-ad-code: D-35111 — [347, 522, 377, 532]
sign-text: ପରିବାରରେ ଶୁଭ କାର୍ଯ୍ୟ ହେବ । ଛାତ୍ରଛାତ୍ରୀଙ୍କ ପାଇଁ ଭଲ ଦିନ । ଅର୍ଥନୈତିକ ସ୍ଥିତି ସୁଧୁରିବ । — [1185, 280, 1490, 309]
astrology-category-image: ASTROLOGY — [382, 1189, 568, 1339]
classified-ad-text: Jointpain, backpain, Osteoarthritis, spondylitis, paralysis, depression, stress, strain, insomnia many more treatment with special Keralian Panchakarma & Swedena therapy. contact: 9439413971. — [382, 568, 561, 655]
classified-ad-code: D-33744 — [156, 1757, 187, 1767]
konark-text-continued: ଉକ୍ତ କମିଟିର ସଦସ୍ୟମାନେ ମନ୍ଦିରର ବିଭିନ୍ନ ଅଂଶ ପରିଦର୍ଶନ କରିଥିଲେ । ମନ୍ଦିରର ଭିତ୍ତିଭୂମି ଓ ପଥରର ସ୍ଥିତି ସମ୍ପର୍କରେ ବିସ୍ତୃତ ଅଧ୍ୟୟନ କରାଯିବ । ବିଶେଷଜ୍ଞମାନଙ୍କ ମତରେ ବାଲି କାଢ଼ିବା ପୂର୍ବରୁ ମୁଖଶାଳାର ଗଠନମୂଳକ ସ୍ଥିରତା ସୁନିଶ୍ଚିତ କରିବା ଜରୁରୀ । ଏଥିପାଇଁ ଏକ କାର୍ଯ୍ୟଯୋଜନା ପ୍ରସ୍ତୁତ କରାଯାଉଛି । — [572, 1599, 802, 1714]
classified-ad — [4, 1302, 187, 1357]
classified-ad-code: D-32979 — [156, 981, 187, 991]
birthday-wish: ଦୀର୍ଘାୟୁ ହୁଅ, ସୁସ୍ଥ ରୁହ । ଶୁଭେଚ୍ଛା ସହ ବାପା, ମାମା, ଜେଜେ, ଜେଜେମା ଓ ସମସ୍ତ ପରିବାରବର୍ଗ । — [575, 322, 737, 357]
zodiac-icon — [1143, 581, 1179, 617]
heritage-text: ପୁରୀ ଅଫିସ୍, ୨୧।୩: କୋଣାର୍କ ମନ୍ଦିରର ସ୍ଥିତି କ୍ରମଶଃ ଦୁର୍ବଳ ହେଉଥିବା ନେଇ ଚିନ୍ତା ପ୍ରକାଶ ପାଇଛି । ଲୁଣିଆ ପବନ ଓ ଜଳବାୟୁ ପରିବର୍ତ୍ତନ ଯୋଗୁଁ ପଥରର କ୍ଷୟ ହେଉଥିବା ଦେଖାଯାଉଛି । ସୁରକ୍ଷା ପାଇଁ ତୁରନ୍ତ ପଦକ୍ଷେପ ନେବାକୁ ଦାବି ହୋଇଛି । — [572, 2082, 932, 2130]
lost-notice — [568, 46, 748, 176]
horoscope-sign-body: କୁମ୍ଭ: ବନ୍ଧୁଙ୍କ ସହ ଭ୍ରମଣ କରିବେ । ଅର୍ଥ ଆଗମ ହେବ । ଶତ୍ରୁ ପରାସ୍ତ ହେବେ । — [1185, 581, 1490, 610]
classified-ad-code: D-33747 — [156, 1939, 187, 1949]
konark-temple-photo — [762, 1260, 1132, 1530]
ad-code: ଓ-୩୫୦୫୦ — [1272, 1938, 1309, 1948]
classified-ad-text: ଉତ୍ତମ IIT ପାଖରେ ପ୍ଲଟ୍ କିଣିବା ପାଇଁ ଆବଶ୍ୟକ । ସକାଳ ୮ ରୁ ୧୧ ମଧ୍ୟରେ ଯୋଗାଯୋଗ କରନ୍ତୁ । — [192, 701, 366, 743]
classified-ad — [4, 1850, 187, 1950]
ad-code: ଓ-୩୫୦୬୭ — [575, 707, 611, 716]
classified-ad-text: 1BHK, 2BHK, 3BHK flats available at Sundarpada, Bhubaneswar from Hi-Tech Estates, 5.85 lakhs onwards. Contact: 9937928025, 9853426050. — [192, 449, 371, 521]
horoscope-sign-body: ଧନୁ: ଭାଗ୍ୟ ସାଥ ଦେବ । ଅଟକିଥିବା କାମ ସମ୍ପୂର୍ଣ୍ଣ ହେବ । ଉଚ୍ଚ ଅଧିକାରୀଙ୍କ ପ୍ରଶଂସା ପାଇବେ । — [1185, 495, 1490, 524]
horoscope-sign — [1143, 495, 1489, 531]
zodiac-icon — [1143, 141, 1179, 177]
field-name[interactable]: ନାମ..... — [11, 102, 49, 116]
classified-ad — [382, 506, 568, 561]
field-dob[interactable]: ଜନ୍ମ ତାରିଖ... — [11, 158, 80, 172]
classified-ad-text: Ready 2/3BR flat at Patia, Bomikhal, Sampur (near Kalinga Studio). Konark Realtor- 9437492755, 9861507225. — [4, 1165, 170, 1223]
health-care-category-image: HEALTH CARE — [382, 372, 568, 502]
classified-ad — [382, 1098, 568, 1183]
birthday-wish: ଜନ୍ମଦିନରେ ଶୁଭେଚ୍ଛା । ବାପା, ମାଆ, ଭାଇ, ଭଉଣୀ ଓ ସମସ୍ତ ପରିବାରବର୍ଗ । — [575, 606, 729, 629]
classified-ad — [382, 1343, 568, 1398]
sign-name: ବିଛା — [1185, 452, 1202, 466]
classified-ad-text: No medicine, exercise ରେ ମୋଟାପଣ ଓ ରୋଗ ଦୂର କରନ୍ତୁ । 9439493164. — [382, 857, 561, 885]
horoscope-sign-body: କର୍କଟ: ପରିବାରରେ ଶୁଭ କାର୍ଯ୍ୟ ହେବ । ଛାତ୍ରଛାତ୍ରୀଙ୍କ ପାଇଁ ଭଲ ଦିନ । ଅର୍ଥନୈତିକ ସ୍ଥିତି ସୁଧୁରିବ । — [1185, 280, 1490, 309]
classified-ad-text: 4200 sqft. homestead boundary plot sale Raghunathpur towards 200' road. 9238519202. — [4, 1303, 167, 1345]
purchase-heading: PURCHASE — [242, 601, 327, 619]
birthday-form — [2, 46, 568, 246]
konark-article — [572, 1172, 1132, 1592]
classified-ad — [192, 1275, 377, 1360]
classified-ad-code: D-22207 — [346, 2253, 377, 2263]
cartoon-caption: ଆପଣମାନେ ଆରୋପ ଲଗାଉଛନ୍ତି ଯେ ମୁଁ ପରେଖ ହୋଇଯାଇଛି, କିନ୍ତୁ ଆପଣା ମନ ଭିତରେ ଝୁଲନ୍ତୁ ମୋ ପାଇଁ ଉପରେ ଉପରେ । — [819, 1880, 1125, 1918]
classified-ad-code: D-32295 — [156, 1484, 187, 1494]
